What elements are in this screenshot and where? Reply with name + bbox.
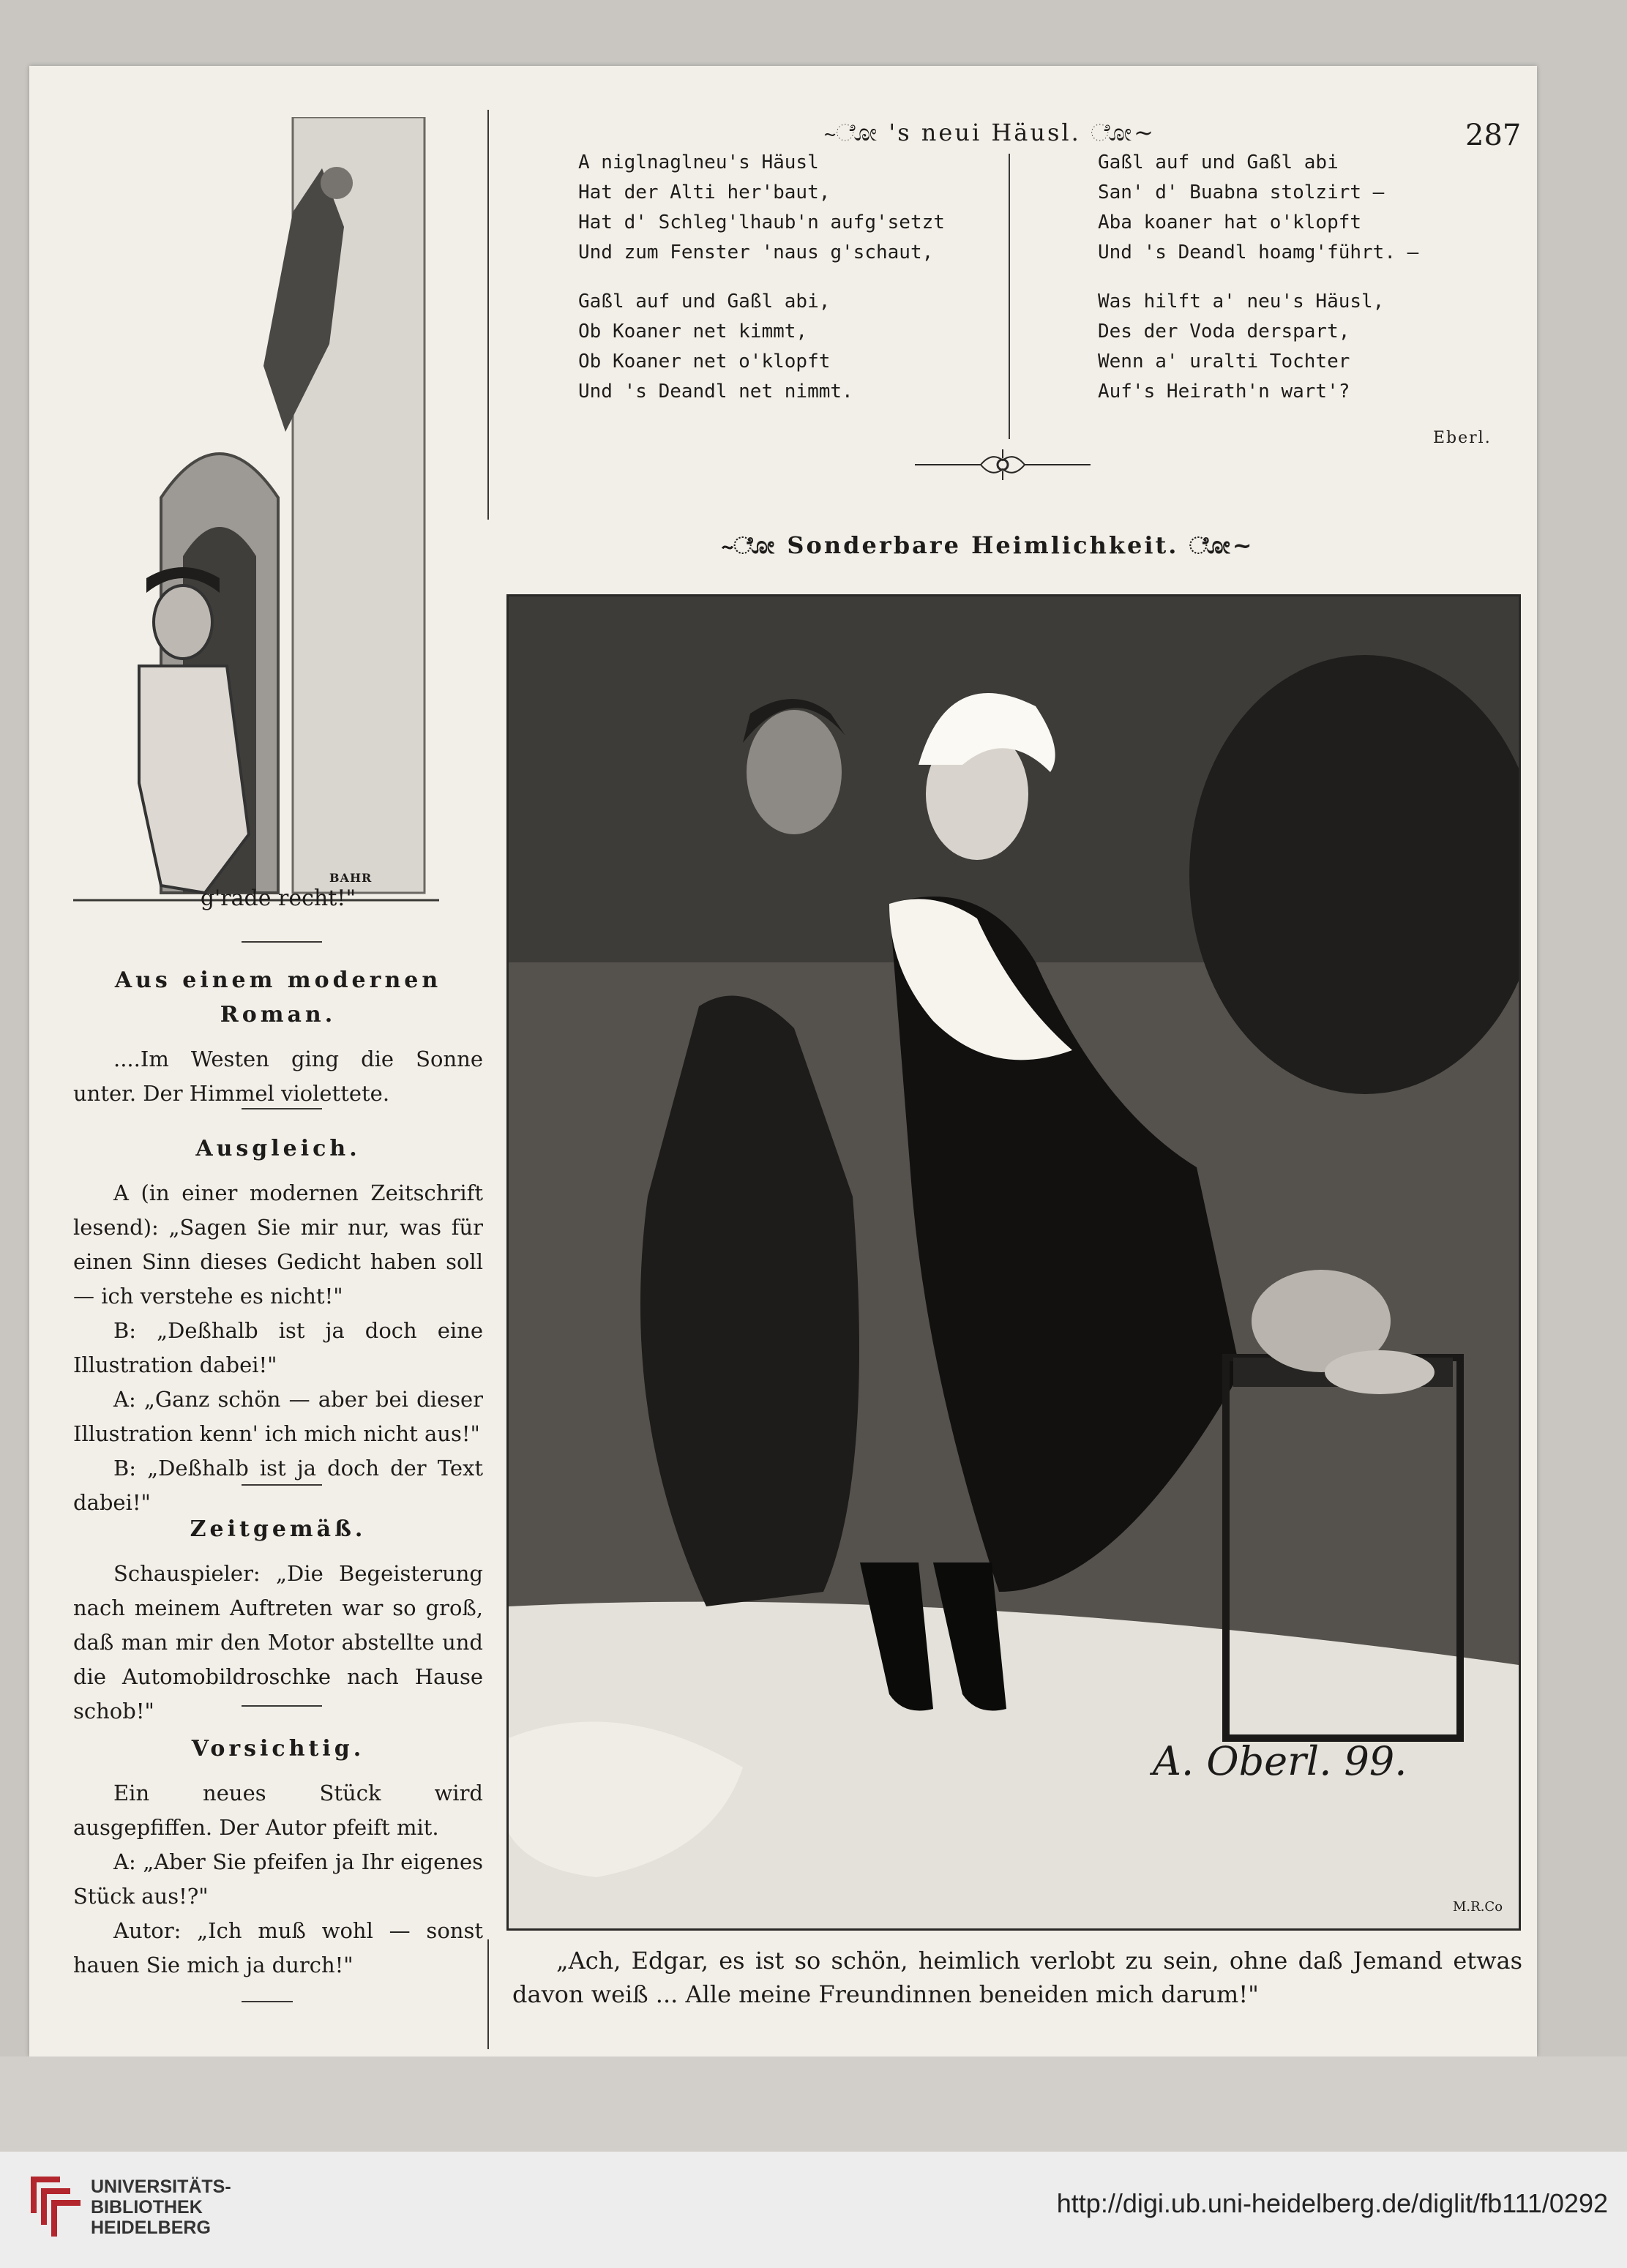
poem-stanza <box>578 287 945 407</box>
section-paragraph: A: „Ganz schön — aber bei dieser Illustration kenn' ich mich nicht aus!" <box>73 1387 483 1446</box>
illustration-title: Sonderbare Heimlichkeit. <box>787 531 1179 559</box>
poem-line: San' d' Buabna stolzirt — <box>1098 181 1385 203</box>
sidebar-section <box>73 1131 483 1520</box>
ornament-left-icon: ~ೋ <box>722 531 777 559</box>
divider <box>242 1705 322 1707</box>
poem-title-row <box>824 119 1156 147</box>
university-logo-icon <box>16 2169 89 2242</box>
poem-line: A niglnaglneu's Häusl <box>578 151 819 173</box>
library-name-line: HEIDELBERG <box>91 2218 211 2238</box>
couple-illustration <box>509 596 1519 1928</box>
poem-line: Ob Koaner net o'klopft <box>578 351 831 373</box>
illustration-frame <box>506 594 1521 1931</box>
ornament-left-icon: ~ೋ <box>824 119 880 146</box>
cartoon-illustration <box>73 117 454 944</box>
page-backing <box>0 2056 1627 2152</box>
poem-line: Hat d' Schleg'lhaub'n aufg'setzt <box>578 212 945 233</box>
flourish-ornament-icon <box>908 446 1098 483</box>
poem-title: 's neui Häusl. <box>889 119 1081 146</box>
library-name-line: BIBLIOTHEK <box>91 2197 203 2218</box>
section-paragraph: A: „Aber Sie pfeifen ja Ihr eigenes Stück aus!?" <box>73 1849 483 1909</box>
divider <box>242 2001 293 2002</box>
ornament-right-icon: ೋ~ <box>1189 531 1254 559</box>
page-number: 287 <box>1465 119 1522 152</box>
section-heading: Zeitgemäß. <box>190 1516 367 1542</box>
source-url-link[interactable]: http://digi.ub.uni-heidelberg.de/diglit/fb111/0292 <box>1056 2188 1608 2218</box>
poem-line: Ob Koaner net kimmt, <box>578 321 808 343</box>
section-heading: Aus einem modernen Roman. <box>114 968 442 1028</box>
printer-mark: M.R.Co <box>1453 1899 1503 1915</box>
section-heading: Ausgleich. <box>195 1136 361 1161</box>
poem-divider <box>1009 154 1010 439</box>
poem-line: Und zum Fenster 'naus g'schaut, <box>578 242 934 263</box>
illustration-caption: „Ach, Edgar, es ist so schön, heimlich verlobt zu sein, ohne daß Jemand etwas davon weiß ... Alle meine Freundinnen beneiden mich darum!" <box>512 1947 1522 2008</box>
poem-stanza <box>578 148 945 268</box>
magazine-page <box>29 66 1537 2056</box>
divider <box>242 1484 322 1486</box>
sidebar-section <box>73 1732 483 1983</box>
section-paragraph: Schauspieler: „Die Begeisterung nach meinem Auftreten war so groß, daß man mir den Motor abstellte und die Automobildroschke nach Hause schob!" <box>73 1561 483 1724</box>
poem-left-column <box>578 148 945 407</box>
poem-stanza <box>1098 148 1418 268</box>
section-heading: Vorsichtig. <box>191 1736 365 1762</box>
poem-author: Eberl. <box>1433 429 1492 447</box>
poem-line: Des der Voda derspart, <box>1098 321 1350 343</box>
section-paragraph: ....Im Westen ging die Sonne unter. Der Himmel violettete. <box>73 1047 483 1106</box>
section-paragraph: Autor: „Ich muß wohl — sonst hauen Sie mich ja durch!" <box>73 1918 483 1977</box>
poem-line: Was hilft a' neu's Häusl, <box>1098 291 1385 312</box>
column-divider-bottom <box>487 1939 489 2049</box>
section-paragraph: Ein neues Stück wird ausgepfiffen. Der Autor pfeift mit. <box>73 1781 483 1840</box>
library-name-line: UNIVERSITÄTS- <box>91 2177 231 2197</box>
poem-line: Gaßl auf und Gaßl abi <box>1098 151 1339 173</box>
section-paragraph: A (in einer modernen Zeitschrift lesend): „Sagen Sie mir nur, was für einen Sinn dieses Gedicht haben soll — ich verstehe es nicht!" <box>73 1180 483 1309</box>
cartoon-signature: BAHR <box>329 871 373 885</box>
poem-line: Gaßl auf und Gaßl abi, <box>578 291 831 312</box>
poem-stanza <box>1098 287 1418 407</box>
divider <box>242 941 322 943</box>
poem-right-column <box>1098 148 1418 407</box>
sidebar-section <box>73 1512 483 1729</box>
poem-line: Und 's Deandl hoamg'führt. — <box>1098 242 1419 263</box>
divider <box>242 1108 322 1109</box>
sidebar-section <box>73 963 483 1111</box>
poem-line: Auf's Heirath'n wart'? <box>1098 381 1350 403</box>
ornament-right-icon: ೋ~ <box>1090 119 1156 146</box>
library-name <box>91 2177 231 2238</box>
cartoon-caption: g'rade recht!" <box>200 886 356 911</box>
illustration-title-row <box>722 531 1254 560</box>
poem-line: Hat der Alti her'baut, <box>578 181 831 203</box>
artist-signature: A. Oberl. 99. <box>1153 1738 1407 1784</box>
column-divider-top <box>487 110 489 520</box>
poem-line: Wenn a' uralti Tochter <box>1098 351 1350 373</box>
section-paragraph: B: „Deßhalb ist ja doch eine Illustration dabei!" <box>73 1318 483 1377</box>
footer-bar <box>0 2152 1627 2268</box>
poem-line: Aba koaner hat o'klopft <box>1098 212 1362 233</box>
poem-line: Und 's Deandl net nimmt. <box>578 381 853 403</box>
section-paragraph: B: „Deßhalb ist ja doch der Text dabei!" <box>73 1456 483 1515</box>
